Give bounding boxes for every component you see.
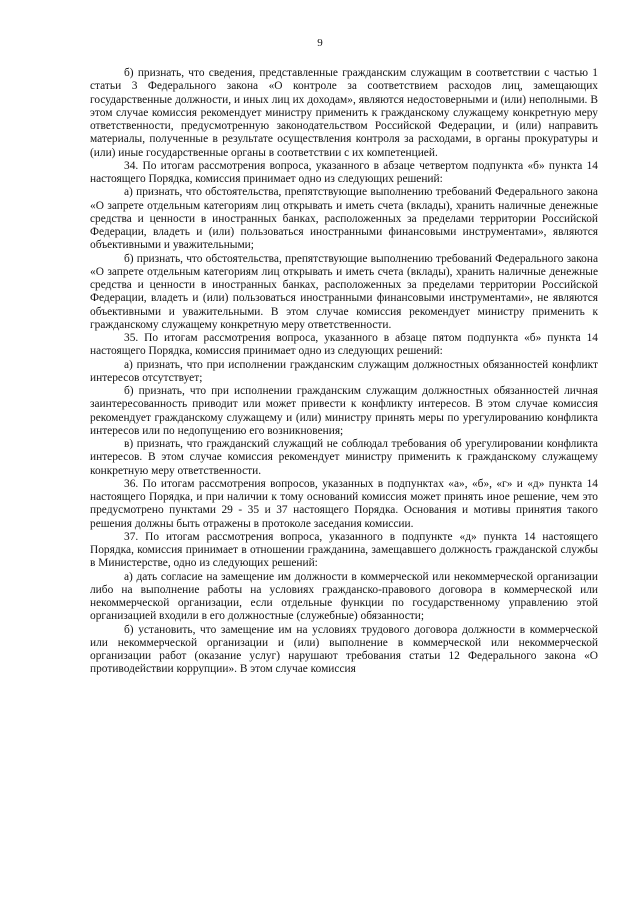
page-number: 9 (317, 37, 323, 49)
paragraph-35: 35. По итогам рассмотрения вопроса, указанного в абзаце пятом подпункта «б» пункта 14 настоящего Порядка, комиссия принимает одно из следующих решений: (90, 332, 598, 358)
paragraph-35a: а) признать, что при исполнении гражданским служащим должностных обязанностей конфликт интересов отсутствует; (90, 358, 598, 384)
paragraph-35c: в) признать, что гражданский служащий не соблюдал требования об урегулировании конфликта интересов. В этом случае комиссия рекомендует министру применить к гражданскому служащему конкретную меру ответственности. (90, 438, 598, 477)
paragraph-33b: б) признать, что сведения, представленные гражданским служащим в соответствии с частью 1 статьи 3 Федерального закона «О контроле за соответствием расходов лиц, замещающих государственные должности, и иных лиц их доходам», являются недостоверными и (или) неполными. В этом случае комиссия рекомендует министру применить к гражданскому служащему конкретную меру ответственности, предусмотренную законодательством Российской Федерации, и (или) направить материалы, полученные в результате осуществления контроля за расходами, в органы прокуратуры и (или) иные государственные органы в соответствии с их компетенцией. (90, 67, 598, 159)
paragraph-37: 37. По итогам рассмотрения вопроса, указанного в подпункте «д» пункта 14 настоящего Порядка, комиссия принимает в отношении гражданина, замещавшего должность гражданской службы в Министерстве, одно из следующих решений: (90, 530, 598, 570)
document-body (90, 67, 598, 677)
paragraph-34: 34. По итогам рассмотрения вопроса, указанного в абзаце четвертом подпункта «б» пункта 14 настоящего Порядка, комиссия принимает одно из следующих решений: (90, 159, 598, 185)
paragraph-34b: б) признать, что обстоятельства, препятствующие выполнению требований Федерального закона «О запрете отдельным категориям лиц открывать и иметь счета (вклады), хранить наличные денежные средства и ценности в иностранных банках, расположенных за пределами территории Российской Федерации, владеть и (или) пользоваться иностранными финансовыми инструментами», не являются объективными и уважительными. В этом случае комиссия рекомендует министру применить к гражданскому служащему конкретную меру ответственности. (90, 252, 598, 331)
paragraph-37b: б) установить, что замещение им на условиях трудового договора должности в коммерческой или некоммерческой организации и (или) выполнение в коммерческой или некоммерческой организации работ (оказание услуг) нарушают требования статьи 12 Федерального закона «О противодействии коррупции». В этом случае комиссия (90, 623, 598, 676)
paragraph-35b: б) признать, что при исполнении гражданским служащим должностных обязанностей личная заинтересованность приводит или может привести к конфликту интересов. В этом случае комиссия рекомендует гражданскому служащему и (или) министру принять меры по урегулированию конфликта интересов или по недопущению его возникновения; (90, 385, 598, 437)
paragraph-37a: а) дать согласие на замещение им должности в коммерческой или некоммерческой организации либо на выполнение работы на условиях гражданско-правового договора в коммерческой или некоммерческой организации, если отдельные функции по государственному управлению этой организацией входили в его должностные (служебные) обязанности; (90, 570, 598, 623)
paragraph-36: 36. По итогам рассмотрения вопросов, указанных в подпунктах «а», «б», «г» и «д» пункта 14 настоящего Порядка, и при наличии к тому оснований комиссия может принять иное решение, чем это предусмотрено пунктами 29 - 35 и 37 настоящего Порядка. Основания и мотивы принятия такого решения должны быть отражены в протоколе заседания комиссии. (90, 477, 598, 530)
paragraph-34a: а) признать, что обстоятельства, препятствующие выполнению требований Федерального закона «О запрете отдельным категориям лиц открывать и иметь счета (вклады), хранить наличные денежные средства и ценности в иностранных банках, расположенных за пределами территории Российской Федерации, владеть и (или) пользоваться иностранными финансовыми инструментами», являются объективными и уважительными; (90, 186, 598, 252)
